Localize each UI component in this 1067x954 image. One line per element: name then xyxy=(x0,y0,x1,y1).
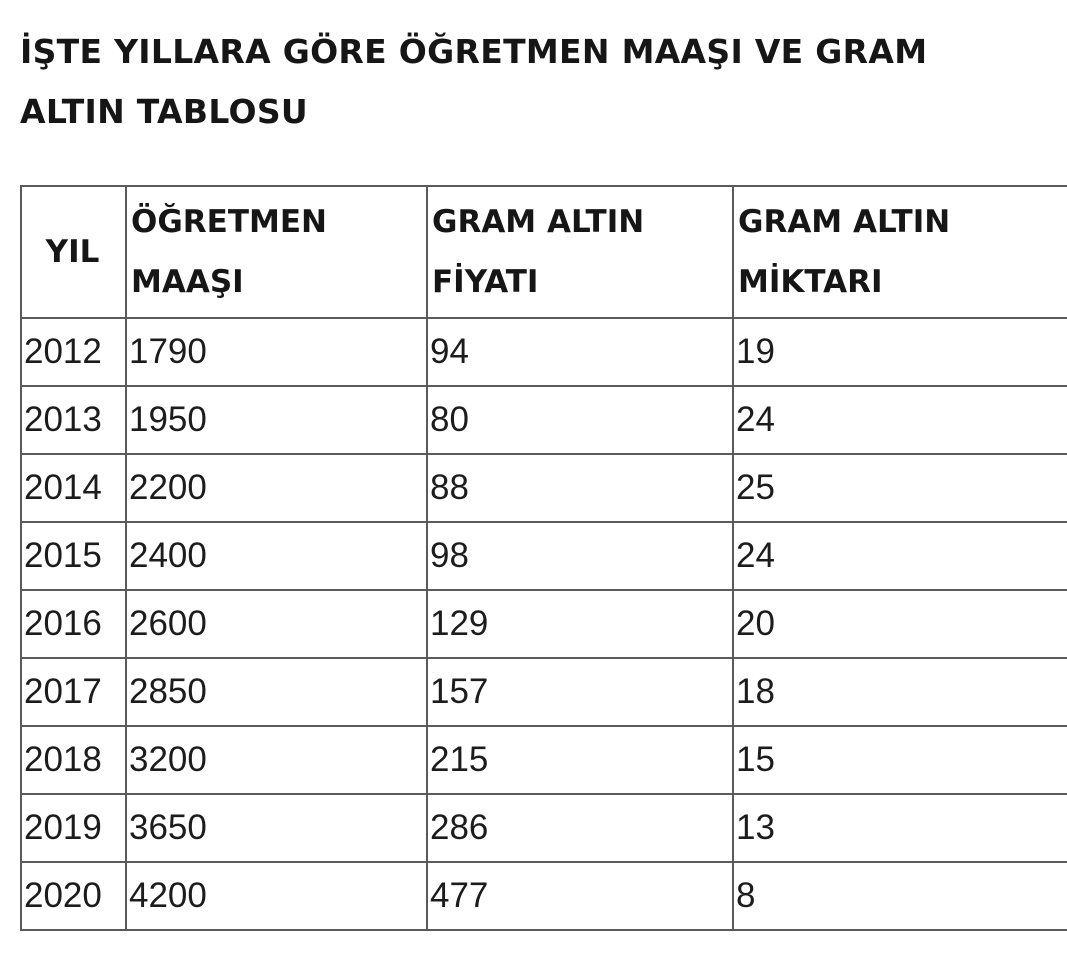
cell-gold-price: 94 xyxy=(427,318,733,386)
cell-gold-price: 477 xyxy=(427,862,733,930)
cell-salary: 2400 xyxy=(126,522,427,590)
table-row xyxy=(21,522,1067,590)
table-row xyxy=(21,726,1067,794)
table-row xyxy=(21,386,1067,454)
cell-gold-price: 157 xyxy=(427,658,733,726)
column-header-gold-amount: GRAM ALTIN MİKTARI xyxy=(733,186,1067,318)
cell-salary: 3200 xyxy=(126,726,427,794)
cell-gold-amount: 19 xyxy=(733,318,1067,386)
cell-salary: 3650 xyxy=(126,794,427,862)
table-row xyxy=(21,794,1067,862)
table-row xyxy=(21,590,1067,658)
cell-year: 2015 xyxy=(21,522,126,590)
cell-gold-amount: 15 xyxy=(733,726,1067,794)
table-row xyxy=(21,318,1067,386)
cell-year: 2020 xyxy=(21,862,126,930)
cell-salary: 2850 xyxy=(126,658,427,726)
cell-gold-amount: 8 xyxy=(733,862,1067,930)
cell-year: 2018 xyxy=(21,726,126,794)
cell-year: 2016 xyxy=(21,590,126,658)
column-header-gold-price: GRAM ALTIN FİYATI xyxy=(427,186,733,318)
salary-gold-table xyxy=(20,185,1067,931)
table-row xyxy=(21,658,1067,726)
cell-year: 2017 xyxy=(21,658,126,726)
cell-salary: 2200 xyxy=(126,454,427,522)
cell-gold-amount: 24 xyxy=(733,522,1067,590)
cell-year: 2012 xyxy=(21,318,126,386)
cell-gold-price: 98 xyxy=(427,522,733,590)
cell-gold-price: 88 xyxy=(427,454,733,522)
table-header-row xyxy=(21,186,1067,318)
column-header-year: YIL xyxy=(21,186,126,318)
column-header-salary: ÖĞRETMEN MAAŞI xyxy=(126,186,427,318)
cell-year: 2019 xyxy=(21,794,126,862)
cell-gold-price: 129 xyxy=(427,590,733,658)
table-row xyxy=(21,862,1067,930)
cell-salary: 1790 xyxy=(126,318,427,386)
cell-salary: 1950 xyxy=(126,386,427,454)
cell-gold-amount: 24 xyxy=(733,386,1067,454)
cell-gold-amount: 18 xyxy=(733,658,1067,726)
cell-salary: 2600 xyxy=(126,590,427,658)
table-row xyxy=(21,454,1067,522)
cell-gold-amount: 20 xyxy=(733,590,1067,658)
cell-gold-price: 215 xyxy=(427,726,733,794)
cell-gold-amount: 25 xyxy=(733,454,1067,522)
cell-gold-price: 80 xyxy=(427,386,733,454)
cell-gold-amount: 13 xyxy=(733,794,1067,862)
cell-gold-price: 286 xyxy=(427,794,733,862)
cell-year: 2013 xyxy=(21,386,126,454)
cell-salary: 4200 xyxy=(126,862,427,930)
page-title: İŞTE YILLARA GÖRE ÖĞRETMEN MAAŞI VE GRAM ALTIN TABLOSU xyxy=(20,32,928,131)
cell-year: 2014 xyxy=(21,454,126,522)
